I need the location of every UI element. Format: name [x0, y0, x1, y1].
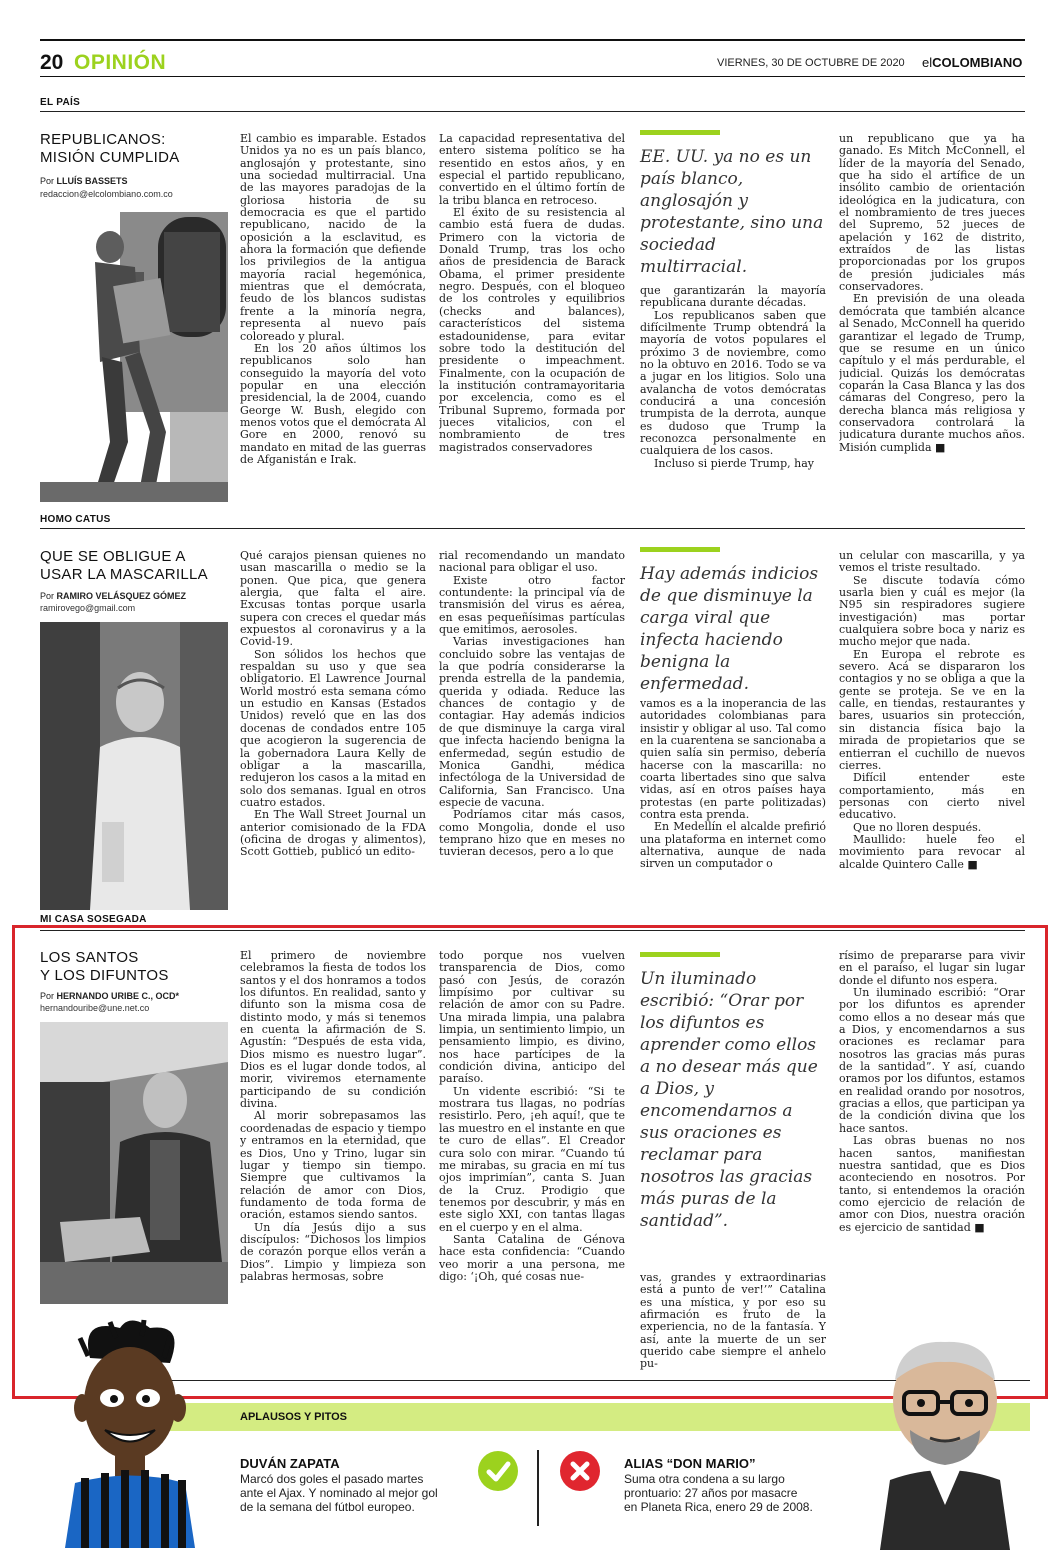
article-column-1: Qué carajos piensan quienes no usan mascarilla o medio se la ponen. Que pica, que genera alergia, que falta el aire. Excusas tontas porque usarla supera con creces el quedar más expuestos al coronavirus y a la Covid-19. Son sólidos los hechos que respaldan su uso y que sea obligatorio. El Lawrence Journal World mostró esta semana cómo un estudio en Kansas (Estados Unidos) reveló que en las dos docenas de condados entre 105 que acogieron la sugerencia de la gobernadora Laura Kelly de obligar a la mascarilla, redujeron los casos a la mitad en solo dos semanas. Igual en otros cuatro estados. En The Wall Street Journal un anterior comisionado de la FDA (oficina de drogas y alimentos), Scott Gottieb, publicó un edito- [240, 550, 426, 859]
pull-quote: Hay además indicios de que disminuye la carga viral que infecta haciendo benigna la enfermedad. [640, 564, 819, 694]
article-column-3: vamos es a la inoperancia de las autoridades colombianas para insistir y obligar al uso. Tal como en la cuarentena se sancionaba a quien salía sin permiso, debería hacerse con la mascarilla: no coarta libertades sino que salva vidas, así en otros países haya protestas (en parte politizadas) contra esta prenda. En Medellín el alcalde prefirió una plataforma en internet como alternativa, aunque de nada sirven un computador o [640, 698, 826, 871]
author-photo [40, 1022, 228, 1304]
left-person-name: DUVÁN ZAPATA [240, 1456, 340, 1471]
rubric-homo-catus: HOMO CATUS [40, 514, 111, 525]
article-column-2: rial recomendando un mandato nacional para obligar el uso. Existe otro factor contundente: la principal vía de transmisión del virus es aérea, en esas pequeñísimas partículas que emitimos, aerosoles. Varias investigaciones han concluido sobre las ventajas de la que podría considerarse la prenda estrella de la pandemia, querida y odiada. Reduce las chances de contagio y de contagiar. Hay además indicios de que disminuye la carga viral que infecta haciendo benigna la enfermedad, según estudio de Monica Gandhi, médica infectóloga de la Universidad de California, San Francisco. Una especie de vacuna. Podríamos citar más casos, como Mongolia, donde el uso temprano hizo que en meses no tuvieran decesos, pero a lo que [439, 550, 625, 859]
rubric-el-pais: EL PAÍS [40, 97, 81, 108]
author-email: ramirovego@gmail.com [40, 603, 136, 613]
right-person-name: ALIAS “DON MARIO” [624, 1456, 756, 1471]
pull-quote: EE. UU. ya no es un país blanco, anglosajón y protestante, sino una sociedad multirracial. [640, 147, 824, 277]
section-rule [40, 111, 1025, 112]
rubric-mi-casa-sosegada: MI CASA SOSEGADA [40, 914, 147, 925]
author-email: redaccion@elcolombiano.com.co [40, 189, 173, 199]
aplausos-title: APLAUSOS Y PITOS [240, 1411, 347, 1423]
byline: Por LLUÍS BASSETS [40, 176, 128, 186]
article-column-2: todo porque nos vuelven transparencia de Dios, como pasó con Jesús, de corazón limpísimo por cultivar su relación de amor con su Padre. Una mirada limpia, una palabra limpia, un sentimiento limpio, un pensamiento limpio, es divino, nos hace partícipes de la condición divina, anticipo del paraíso. Un vidente escribió: “Si te mostrara tus llagas, no podrías resistirlo. Pero, ¡eh aquí!, que te las muestro en el instante en que te curo de ellas”. El Creador cura solo con mirar. “Cuando tú me mirabas, su gracia en mí tus ojos imprimían”, canta S. Juan de la Cruz. Prodigio que tenemos por descubrir, y más en este siglo XXI, con tantas llagas en el cuerpo y en el alma. Santa Catalina de Génova hace esta confidencia: “Cuando veo morir a una persona, me digo: ‘¡Oh, qué cosas nue- [439, 950, 625, 1283]
article-column-1: El cambio es imparable. Estados Unidos ya no es un país blanco, anglosajón y protestante, sino una sociedad multirracial. Una de las mayores paradojas de la gloriosa historia de su democracia es que el partido republicano, nacido de la oposición a la esclavitud, es ahora la formación que defiende los privilegios de la antigua mayoría racial hegemónica, mientras que el demócrata, feudo de los blancos sudistas frente a la minoría negra, representa al nuevo país coloreado y plural. En los 20 años últimos los republicanos solo han conseguido la mayoría del voto popular en una elección presidencial, la de 2004, cuando George W. Bush, elegido con menos votos que el demócrata Al Gore en 2000, renovó su mandato en mitad de las guerras de Afganistán e Irak. [240, 133, 426, 466]
article-headline: REPUBLICANOS: MISIÓN CUMPLIDA [40, 131, 180, 166]
top-rule [40, 39, 1025, 41]
page-number: 20 [40, 51, 64, 74]
quote-accent-bar [640, 952, 720, 957]
article-column-4: un celular con mascarilla, y ya vemos el triste resultado. Se discute todavía cómo usarla bien y cuál es mejor (la N95 sin respiradores sugiere investigación) mas portar cualquiera sobre boca y nariz es mucho mejor que nada. En Europa el rebrote es severo. Acá se dispararon los contagios y no se obliga a que la gente se proteja. Se ve en la calle, en tiendas, restaurantes y bares, usuarios sin protección, sin distancia física bajo la mirada de propietarios que se entierran el cuchillo de nuevos cierres. Difícil entender este comportamiento, más en personas con cierto nivel educativo. Que no lloren después. Maullido: huele feo el movimiento para revocar al alcalde Quintero Calle ■ [839, 550, 1025, 871]
article-column-3: que garantizarán la mayoría republicana durante décadas. Los republicanos saben que difícilmente Trump obtendrá la mayoría de votos populares el próximo 3 de noviembre, como no la obtuvo en 2016. Todo se va a jugar en los litigios. Solo una avalancha de votos demócratas conducirá a una concesión trumpista de la derrota, aunque es dudoso que Trump la reconozca personalmente en cualquiera de los casos. Incluso si pierde Trump, hay [640, 285, 826, 470]
pull-quote: Un iluminado escribió: “Orar por los difuntos es aprender como ellos a no desear más que a Dios, y encomendarnos a sus oraciones es reclamar para nosotros las gracias más puras de la santidad”. [640, 969, 818, 1231]
quote-accent-bar [640, 130, 720, 135]
byline: Por HERNANDO URIBE C., OCD* [40, 991, 180, 1001]
article-headline: QUE SE OBLIGUE A USAR LA MASCARILLA [40, 548, 208, 583]
header-rule [40, 76, 1025, 77]
author-photo [40, 622, 228, 910]
newspaper-logo: elCOLOMBIANO [922, 55, 1023, 70]
don-mario-caricature [870, 1330, 1020, 1550]
left-person-description: Marcó dos goles el pasado martes ante el Ajax. Y nominado al mejor gol de la semana del fútbol europeo. [240, 1472, 438, 1514]
right-person-description: Suma otra condena a su largo prontuario: 27 años por masacre en Planeta Rica, enero 29 de 2008. [624, 1472, 813, 1514]
article-column-4: un republicano que ya ha ganado. Es Mitch McConnell, el líder de la mayoría del Senado, que ha sido el artífice de un insólito cambio de orientación ideológica en la judicatura, con el nombramiento de tres jueces del Supremo, 52 jueces de apelación y 162 de distrito, extraídos de las listas proporcionadas por los grupos de presión judiciales más conservadores. En previsión de una oleada demócrata que también alcance al Senado, McConnell ha querido garantizar el legado de Trump, que se resume en un único capítulo y el más perdurable, el judicial. Quizás los demócratas coparán la Casa Blanca y las dos cámaras del Congreso, pero la derecha blanca más religiosa y conservadora controlará la judicatura durante muchos años. Misión cumplida ■ [839, 133, 1025, 454]
issue-date: VIERNES, 30 DE OCTUBRE DE 2020 [717, 57, 905, 69]
byline: Por RAMIRO VELÁSQUEZ GÓMEZ [40, 591, 187, 601]
article-column-4: rísimo de prepararse para vivir en el paraíso, el lugar sin lugar donde el difunto nos espera. Un iluminado escribió: “Orar por los difuntos es aprender como ellos a no desear más que a Dios, y encomendarnos a sus oraciones es reclamar para nosotros las gracias más puras de la santidad”. Y así, cuando oramos por los difuntos, estamos en realidad orando por nosotros, gracias a ellos, que participan ya de la condición divina que los hace santos. Las obras buenas no nos hacen santos, manifiestan nuestra santidad, que es Dios aconteciendo en nosotros. Por tanto, si entendemos la oración como ejercicio de relación de amor con Dios, nuestra oración es ejercicio de santidad ■ [839, 950, 1025, 1234]
article-column-2: La capacidad representativa del entero sistema político se ha resentido en estos años, y en especial el partido republicano, convertido en el último fortín de la tribu blanca en retroceso. El éxito de su resistencia al cambio está fuera de dudas. Primero con la victoria de Donald Trump, tras los ocho años de presidencia de Barack Obama, el primer presidente negro. Después, con el bloqueo de los controles y equilibrios (checks and balances), característicos del sistema estadounidense, para evitar sobre todo la destitución del presidente o impeachment. Finalmente, con la ocupación de la institución contramayoritaria por excelencia, como es el Tribunal Supremo, formada por jueces vitalicios, con el nombramiento de tres magistrados conservadores [439, 133, 625, 454]
statue-photo [40, 212, 228, 502]
section-rule [40, 528, 1025, 529]
quote-accent-bar [640, 547, 720, 552]
duvan-caricature [60, 1318, 200, 1548]
article-headline: LOS SANTOS Y LOS DIFUNTOS [40, 949, 169, 984]
check-icon [478, 1451, 518, 1491]
article-column-3: vas, grandes y extraordinarias está a punto de ver!’” Catalina es una mística, y por eso su afirmación es fruto de la experiencia, no de la fantasía. Y así, ante la muerte de un ser querido cabe siempre el anhelo pu- [640, 1272, 826, 1370]
section-title: OPINIÓN [74, 51, 167, 74]
x-icon [560, 1451, 600, 1491]
footer-divider [537, 1450, 539, 1526]
author-email: hernandouribe@une.net.co [40, 1003, 150, 1013]
article-column-1: El primero de noviembre celebramos la fiesta de todos los santos y el dos honramos a todos los difuntos. En realidad, santo y difunto son la misma cosa de distinto modo, y más si tenemos en cuenta la afirmación de S. Agustín: “Después de esta vida, Dios mismo es nuestro lugar”. Dios es el lugar donde todos, al morir, viviremos eternamente participando de su condición divina. Al morir sobrepasamos las coordenadas de espacio y tiempo y entramos en la eternidad, que es Dios, Uno y Trino, lugar sin lugar y tiempo sin tiempo. Siempre que cultivamos la relación de amor con Dios, fundamento de toda forma de oración, estamos siendo santos. Un día Jesús dijo a sus discípulos: “Dichosos los limpios de corazón porque ellos verán a Dios”. Limpio y limpieza son palabras hermosas, sobre [240, 950, 426, 1283]
